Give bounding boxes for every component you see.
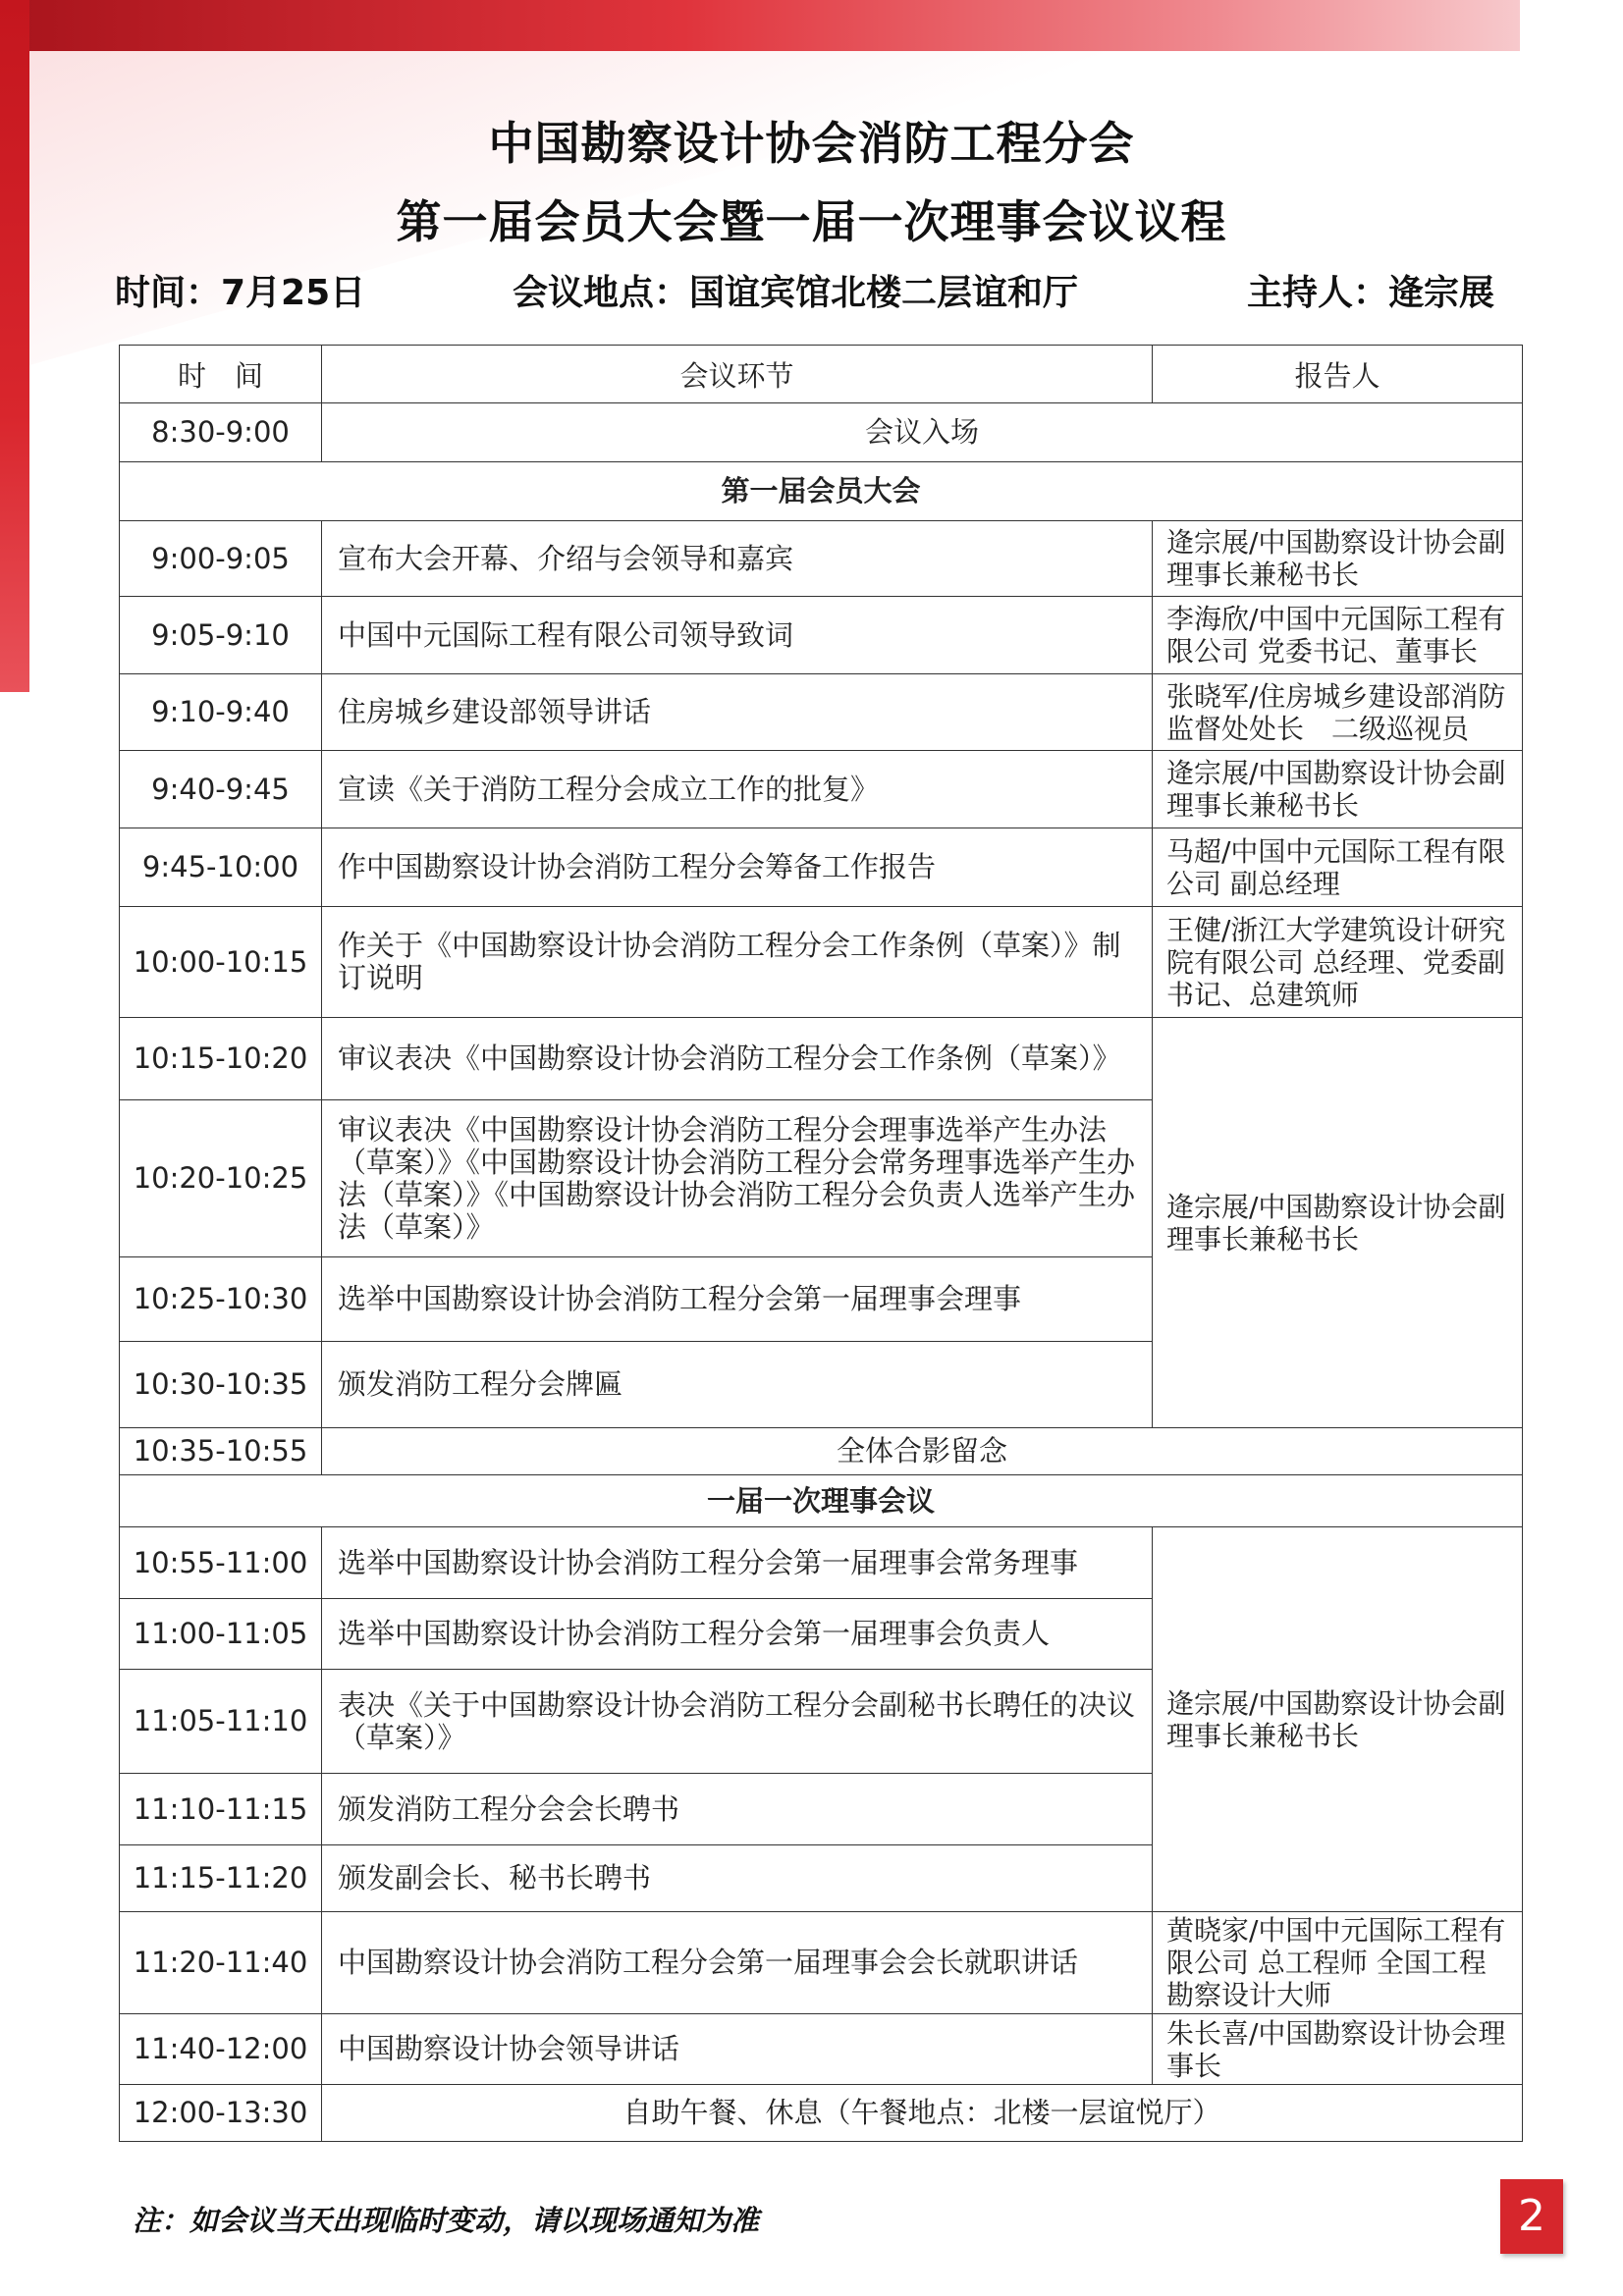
table-row bbox=[120, 2014, 1523, 2085]
session-cell: 颁发消防工程分会牌匾 bbox=[322, 1342, 1153, 1428]
reporter-cell: 逄宗展/中国勘察设计协会副理事长兼秘书长 bbox=[1153, 521, 1523, 597]
time-cell: 9:10-9:40 bbox=[120, 674, 322, 751]
time-cell: 10:30-10:35 bbox=[120, 1342, 322, 1428]
meeting-place: 会议地点：国谊宾馆北楼二层谊和厅 bbox=[513, 273, 1079, 313]
session-cell: 宣读《关于消防工程分会成立工作的批复》 bbox=[322, 751, 1153, 828]
session-cell: 全体合影留念 bbox=[322, 1428, 1523, 1475]
table-row bbox=[120, 907, 1523, 1018]
session-cell: 会议入场 bbox=[322, 403, 1523, 462]
table-row bbox=[120, 751, 1523, 828]
time-cell: 10:25-10:30 bbox=[120, 1257, 322, 1342]
session-cell: 宣布大会开幕、介绍与会领导和嘉宾 bbox=[322, 521, 1153, 597]
session-cell: 表决《关于中国勘察设计协会消防工程分会副秘书长聘任的决议（草案）》 bbox=[322, 1670, 1153, 1774]
session-cell: 选举中国勘察设计协会消防工程分会第一届理事会理事 bbox=[322, 1257, 1153, 1342]
footer-note: 注：如会议当天出现临时变动，请以现场通知为准 bbox=[133, 2204, 760, 2237]
time-cell: 12:00-13:30 bbox=[120, 2085, 322, 2142]
table-row bbox=[120, 597, 1523, 674]
document-subtitle: 第一届会员大会暨一届一次理事会议议程 bbox=[396, 195, 1227, 248]
session-cell: 中国中元国际工程有限公司领导致词 bbox=[322, 597, 1153, 674]
time-cell: 9:00-9:05 bbox=[120, 521, 322, 597]
page-number: 2 bbox=[1500, 2179, 1563, 2254]
session-cell: 颁发消防工程分会会长聘书 bbox=[322, 1774, 1153, 1845]
section-heading: 一届一次理事会议 bbox=[120, 1475, 1523, 1527]
column-header-reporter: 报告人 bbox=[1153, 346, 1523, 403]
session-cell: 作关于《中国勘察设计协会消防工程分会工作条例（草案）》制订说明 bbox=[322, 907, 1153, 1018]
session-cell: 中国勘察设计协会领导讲话 bbox=[322, 2014, 1153, 2085]
session-cell: 作中国勘察设计协会消防工程分会筹备工作报告 bbox=[322, 828, 1153, 907]
table-row bbox=[120, 1527, 1523, 1599]
time-cell: 9:40-9:45 bbox=[120, 751, 322, 828]
table-row bbox=[120, 1912, 1523, 2014]
time-cell: 11:10-11:15 bbox=[120, 1774, 322, 1845]
time-cell: 11:05-11:10 bbox=[120, 1670, 322, 1774]
time-cell: 11:20-11:40 bbox=[120, 1912, 322, 2014]
table-row bbox=[120, 403, 1523, 462]
time-cell: 11:00-11:05 bbox=[120, 1599, 322, 1670]
time-cell: 10:20-10:25 bbox=[120, 1100, 322, 1257]
time-cell: 9:05-9:10 bbox=[120, 597, 322, 674]
table-row bbox=[120, 674, 1523, 751]
reporter-cell: 王健/浙江大学建筑设计研究院有限公司 总经理、党委副书记、总建筑师 bbox=[1153, 907, 1523, 1018]
table-row bbox=[120, 1428, 1523, 1475]
table-row bbox=[120, 521, 1523, 597]
reporter-cell: 张晓军/住房城乡建设部消防监督处处长 二级巡视员 bbox=[1153, 674, 1523, 751]
session-cell: 中国勘察设计协会消防工程分会第一届理事会会长就职讲话 bbox=[322, 1912, 1153, 2014]
time-cell: 11:15-11:20 bbox=[120, 1845, 322, 1912]
session-cell: 住房城乡建设部领导讲话 bbox=[322, 674, 1153, 751]
table-row bbox=[120, 1018, 1523, 1100]
meeting-host: 主持人：逄宗展 bbox=[1247, 273, 1495, 313]
meeting-time: 时间：7月25日 bbox=[115, 273, 366, 313]
column-header-time: 时 间 bbox=[120, 346, 322, 403]
reporter-cell: 朱长喜/中国勘察设计协会理事长 bbox=[1153, 2014, 1523, 2085]
section-row bbox=[120, 462, 1523, 521]
reporter-cell: 逄宗展/中国勘察设计协会副理事长兼秘书长 bbox=[1153, 1527, 1523, 1912]
header-decoration-bar bbox=[0, 0, 1520, 51]
reporter-cell: 逄宗展/中国勘察设计协会副理事长兼秘书长 bbox=[1153, 1018, 1523, 1428]
session-cell: 自助午餐、休息（午餐地点：北楼一层谊悦厅） bbox=[322, 2085, 1523, 2142]
left-decoration-bar bbox=[0, 0, 29, 692]
session-cell: 审议表决《中国勘察设计协会消防工程分会理事选举产生办法（草案）》《中国勘察设计协会消防工程分会常务理事选举产生办法（草案）》《中国勘察设计协会消防工程分会负责人选举产生办法（草案）》 bbox=[322, 1100, 1153, 1257]
document-title: 中国勘察设计协会消防工程分会 bbox=[488, 117, 1135, 170]
time-cell: 10:35-10:55 bbox=[120, 1428, 322, 1475]
section-heading: 第一届会员大会 bbox=[120, 462, 1523, 521]
time-cell: 10:55-11:00 bbox=[120, 1527, 322, 1599]
time-cell: 8:30-9:00 bbox=[120, 403, 322, 462]
session-cell: 选举中国勘察设计协会消防工程分会第一届理事会负责人 bbox=[322, 1599, 1153, 1670]
table-row bbox=[120, 828, 1523, 907]
agenda-table bbox=[119, 345, 1523, 2142]
time-cell: 9:45-10:00 bbox=[120, 828, 322, 907]
table-header-row bbox=[120, 346, 1523, 403]
time-cell: 10:00-10:15 bbox=[120, 907, 322, 1018]
time-cell: 11:40-12:00 bbox=[120, 2014, 322, 2085]
column-header-session: 会议环节 bbox=[322, 346, 1153, 403]
session-cell: 审议表决《中国勘察设计协会消防工程分会工作条例（草案）》 bbox=[322, 1018, 1153, 1100]
table-row bbox=[120, 2085, 1523, 2142]
section-row bbox=[120, 1475, 1523, 1527]
reporter-cell: 李海欣/中国中元国际工程有限公司 党委书记、董事长 bbox=[1153, 597, 1523, 674]
reporter-cell: 马超/中国中元国际工程有限公司 副总经理 bbox=[1153, 828, 1523, 907]
session-cell: 选举中国勘察设计协会消防工程分会第一届理事会常务理事 bbox=[322, 1527, 1153, 1599]
time-cell: 10:15-10:20 bbox=[120, 1018, 322, 1100]
session-cell: 颁发副会长、秘书长聘书 bbox=[322, 1845, 1153, 1912]
reporter-cell: 逄宗展/中国勘察设计协会副理事长兼秘书长 bbox=[1153, 751, 1523, 828]
reporter-cell: 黄晓家/中国中元国际工程有限公司 总工程师 全国工程勘察设计大师 bbox=[1153, 1912, 1523, 2014]
